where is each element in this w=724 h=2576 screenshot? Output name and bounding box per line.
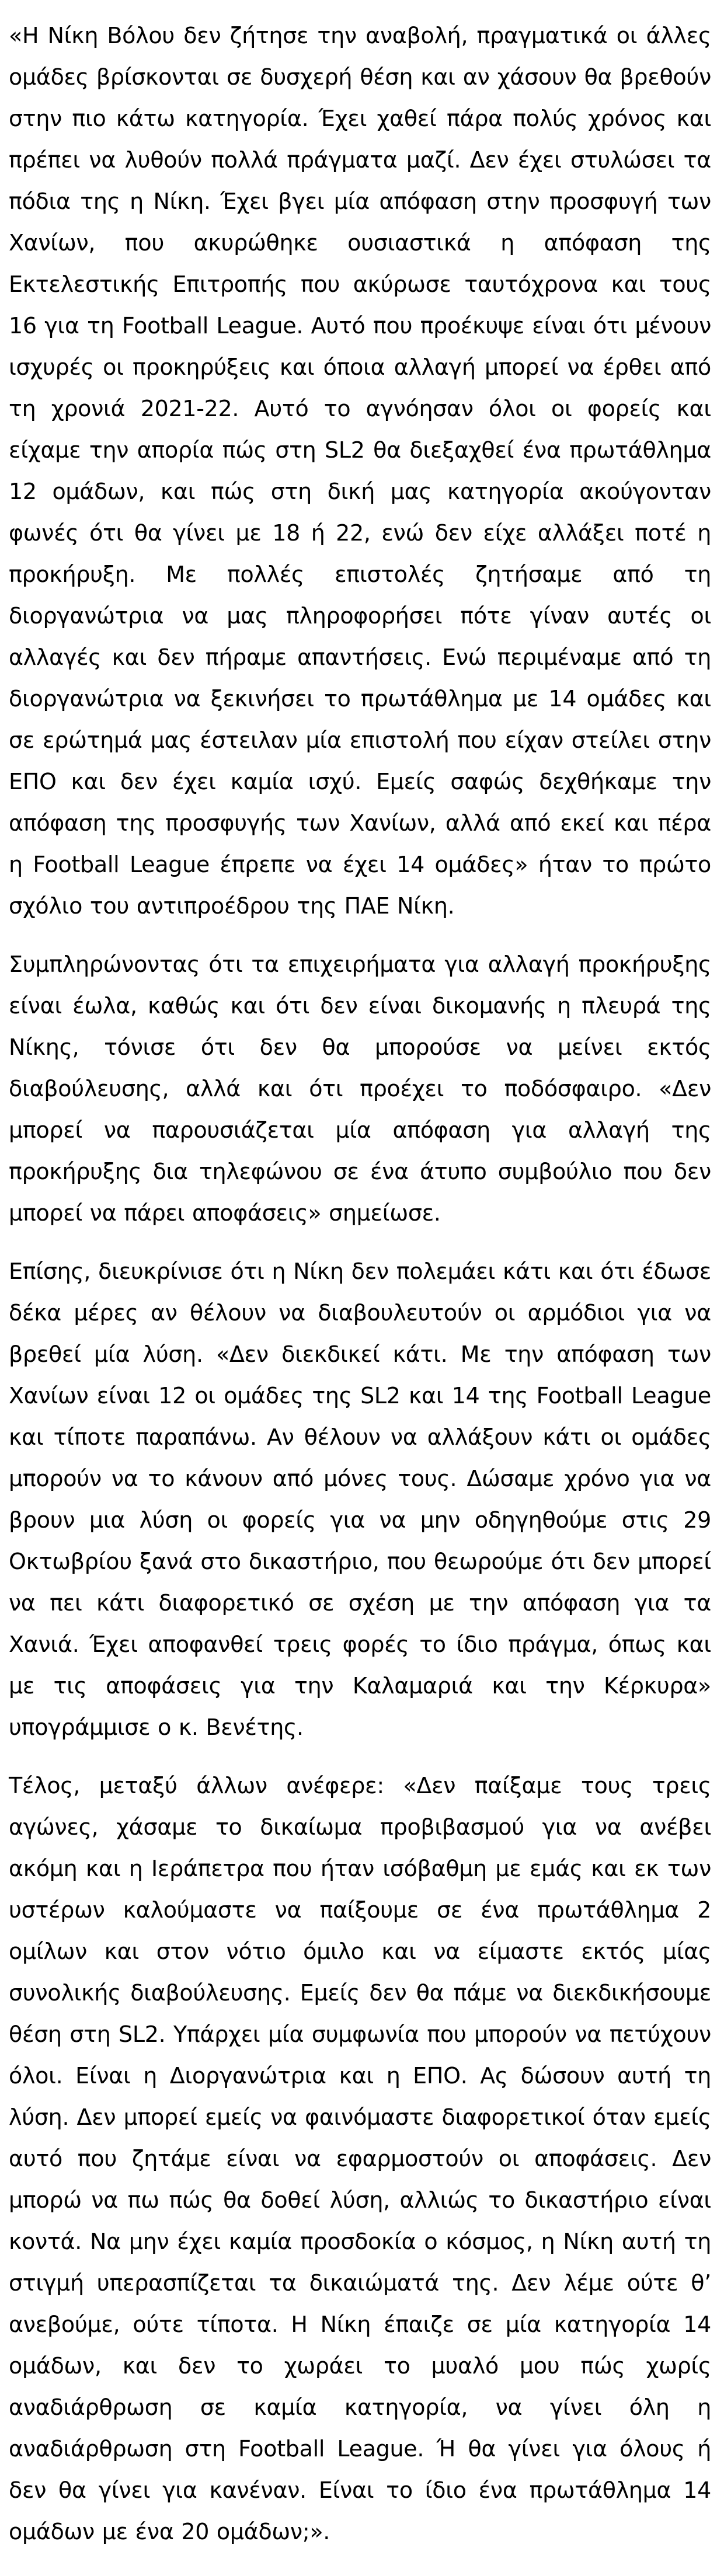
article-paragraph-1: «Η Νίκη Βόλου δεν ζήτησε την αναβολή, πραγματικά οι άλλες ομάδες βρίσκονται σε δυσχερή θέση και αν χάσουν θα βρεθούν στην πιο κάτω κατηγορία. Έχει χαθεί πάρα πολύς χρόνος και πρέπει να λυθούν πολλά πράγματα μαζί. Δεν έχει στυλώσει τα πόδια της η Νίκη. Έχει βγει μία απόφαση στην προσφυγή των Χανίων, που ακυρώθηκε ουσιαστικά η απόφαση της Εκτελεστικής Επιτροπής που ακύρωσε ταυτόχρονα και τους 16 για τη Football League. Αυτό που προέκυψε είναι ότι μένουν ισχυρές οι προκηρύξεις και όποια αλλαγή μπορεί να έρθει από τη χρονιά 2021-22. Αυτό το αγνόησαν όλοι οι φορείς και είχαμε την απορία πώς στη SL2 θα διεξαχθεί ένα πρωτάθλημα 12 ομάδων, και πώς στη δική μας κατηγορία ακούγονταν φωνές ότι θα γίνει με 18 ή 22, ενώ δεν είχε αλλάξει ποτέ η προκήρυξη. Με πολλές επιστολές ζητήσαμε από τη διοργανώτρια να μας πληροφορήσει πότε γίναν αυτές οι αλλαγές και δεν πήραμε απαντήσεις. Ενώ περιμέναμε από τη διοργανώτρια να ξεκινήσει το πρωτάθλημα με 14 ομάδες και σε ερώτημά μας έστειλαν μία επιστολή που είχαν στείλει στην ΕΠΟ και δεν έχει καμία ισχύ. Εμείς σαφώς δεχθήκαμε την απόφαση της προσφυγής των Χανίων, αλλά από εκεί και πέρα η Football League έπρεπε να έχει 14 ομάδες» ήταν το πρώτο σχόλιο του αντιπροέδρου της ΠΑΕ Νίκη. bbox=[9, 23, 711, 919]
article-body bbox=[9, 15, 711, 2553]
article-paragraph-2: Συμπληρώνοντας ότι τα επιχειρήματα για αλλαγή προκήρυξης είναι έωλα, καθώς και ότι δεν είναι δικομανής η πλευρά της Νίκης, τόνισε ότι δεν θα μπορούσε να μείνει εκτός διαβούλευσης, αλλά και ότι προέχει το ποδόσφαιρο. «Δεν μπορεί να παρουσιάζεται μία απόφαση για αλλαγή της προκήρυξης δια τηλεφώνου σε ένα άτυπο συμβούλιο που δεν μπορεί να πάρει αποφάσεις» σημείωσε. bbox=[9, 951, 711, 1226]
article-paragraph-3: Επίσης, διευκρίνισε ότι η Νίκη δεν πολεμάει κάτι και ότι έδωσε δέκα μέρες αν θέλουν να διαβουλευτούν οι αρμόδιοι για να βρεθεί μία λύση. «Δεν διεκδικεί κάτι. Με την απόφαση των Χανίων είναι 12 οι ομάδες της SL2 και 14 της Football League και τίποτε παραπάνω. Αν θέλουν να αλλάξουν κάτι οι ομάδες μπορούν να το κάνουν από μόνες τους. Δώσαμε χρόνο για να βρουν μια λύση οι φορείς για να μην οδηγηθούμε στις 29 Οκτωβρίου ξανά στο δικαστήριο, που θεωρούμε ότι δεν μπορεί να πει κάτι διαφορετικό σε σχέση με την απόφαση για τα Χανιά. Έχει αποφανθεί τρεις φορές το ίδιο πράγμα, όπως και με τις αποφάσεις για την Καλαμαριά και την Κέρκυρα» υπογράμμισε ο κ. Βενέτης. bbox=[9, 1259, 711, 1740]
article-paragraph-4: Τέλος, μεταξύ άλλων ανέφερε: «Δεν παίξαμε τους τρεις αγώνες, χάσαμε το δικαίωμα προβιβασμού για να ανέβει ακόμη και η Ιεράπετρα που ήταν ισόβαθμη με εμάς και εκ των υστέρων καλούμαστε να παίξουμε σε ένα πρωτάθλημα 2 ομίλων και στον νότιο όμιλο και να είμαστε εκτός μίας συνολικής διαβούλευσης. Εμείς δεν θα πάμε να διεκδικήσουμε θέση στη SL2. Υπάρχει μία συμφωνία που μπορούν να πετύχουν όλοι. Είναι η Διοργανώτρια και η ΕΠΟ. Ας δώσουν αυτή τη λύση. Δεν μπορεί εμείς να φαινόμαστε διαφορετικοί όταν εμείς αυτό που ζητάμε είναι να εφαρμοστούν οι αποφάσεις. Δεν μπορώ να πω πώς θα δοθεί λύση, αλλιώς το δικαστήριο είναι κοντά. Να μην έχει καμία προσδοκία ο κόσμος, η Νίκη αυτή τη στιγμή υπερασπίζεται τα δικαιώματά της. Δεν λέμε ούτε θ’ ανεβούμε, ούτε τίποτα. Η Νίκη έπαιζε σε μία κατηγορία 14 ομάδων, και δεν το χωράει το μυαλό μου πώς χωρίς αναδιάρθρωση σε καμία κατηγορία, να γίνει όλη η αναδιάρθρωση στη Football League. Ή θα γίνει για όλους ή δεν θα γίνει για κανέναν. Είναι το ίδιο ένα πρωτάθλημα 14 ομάδων με ένα 20 ομάδων;». bbox=[9, 1773, 711, 2544]
